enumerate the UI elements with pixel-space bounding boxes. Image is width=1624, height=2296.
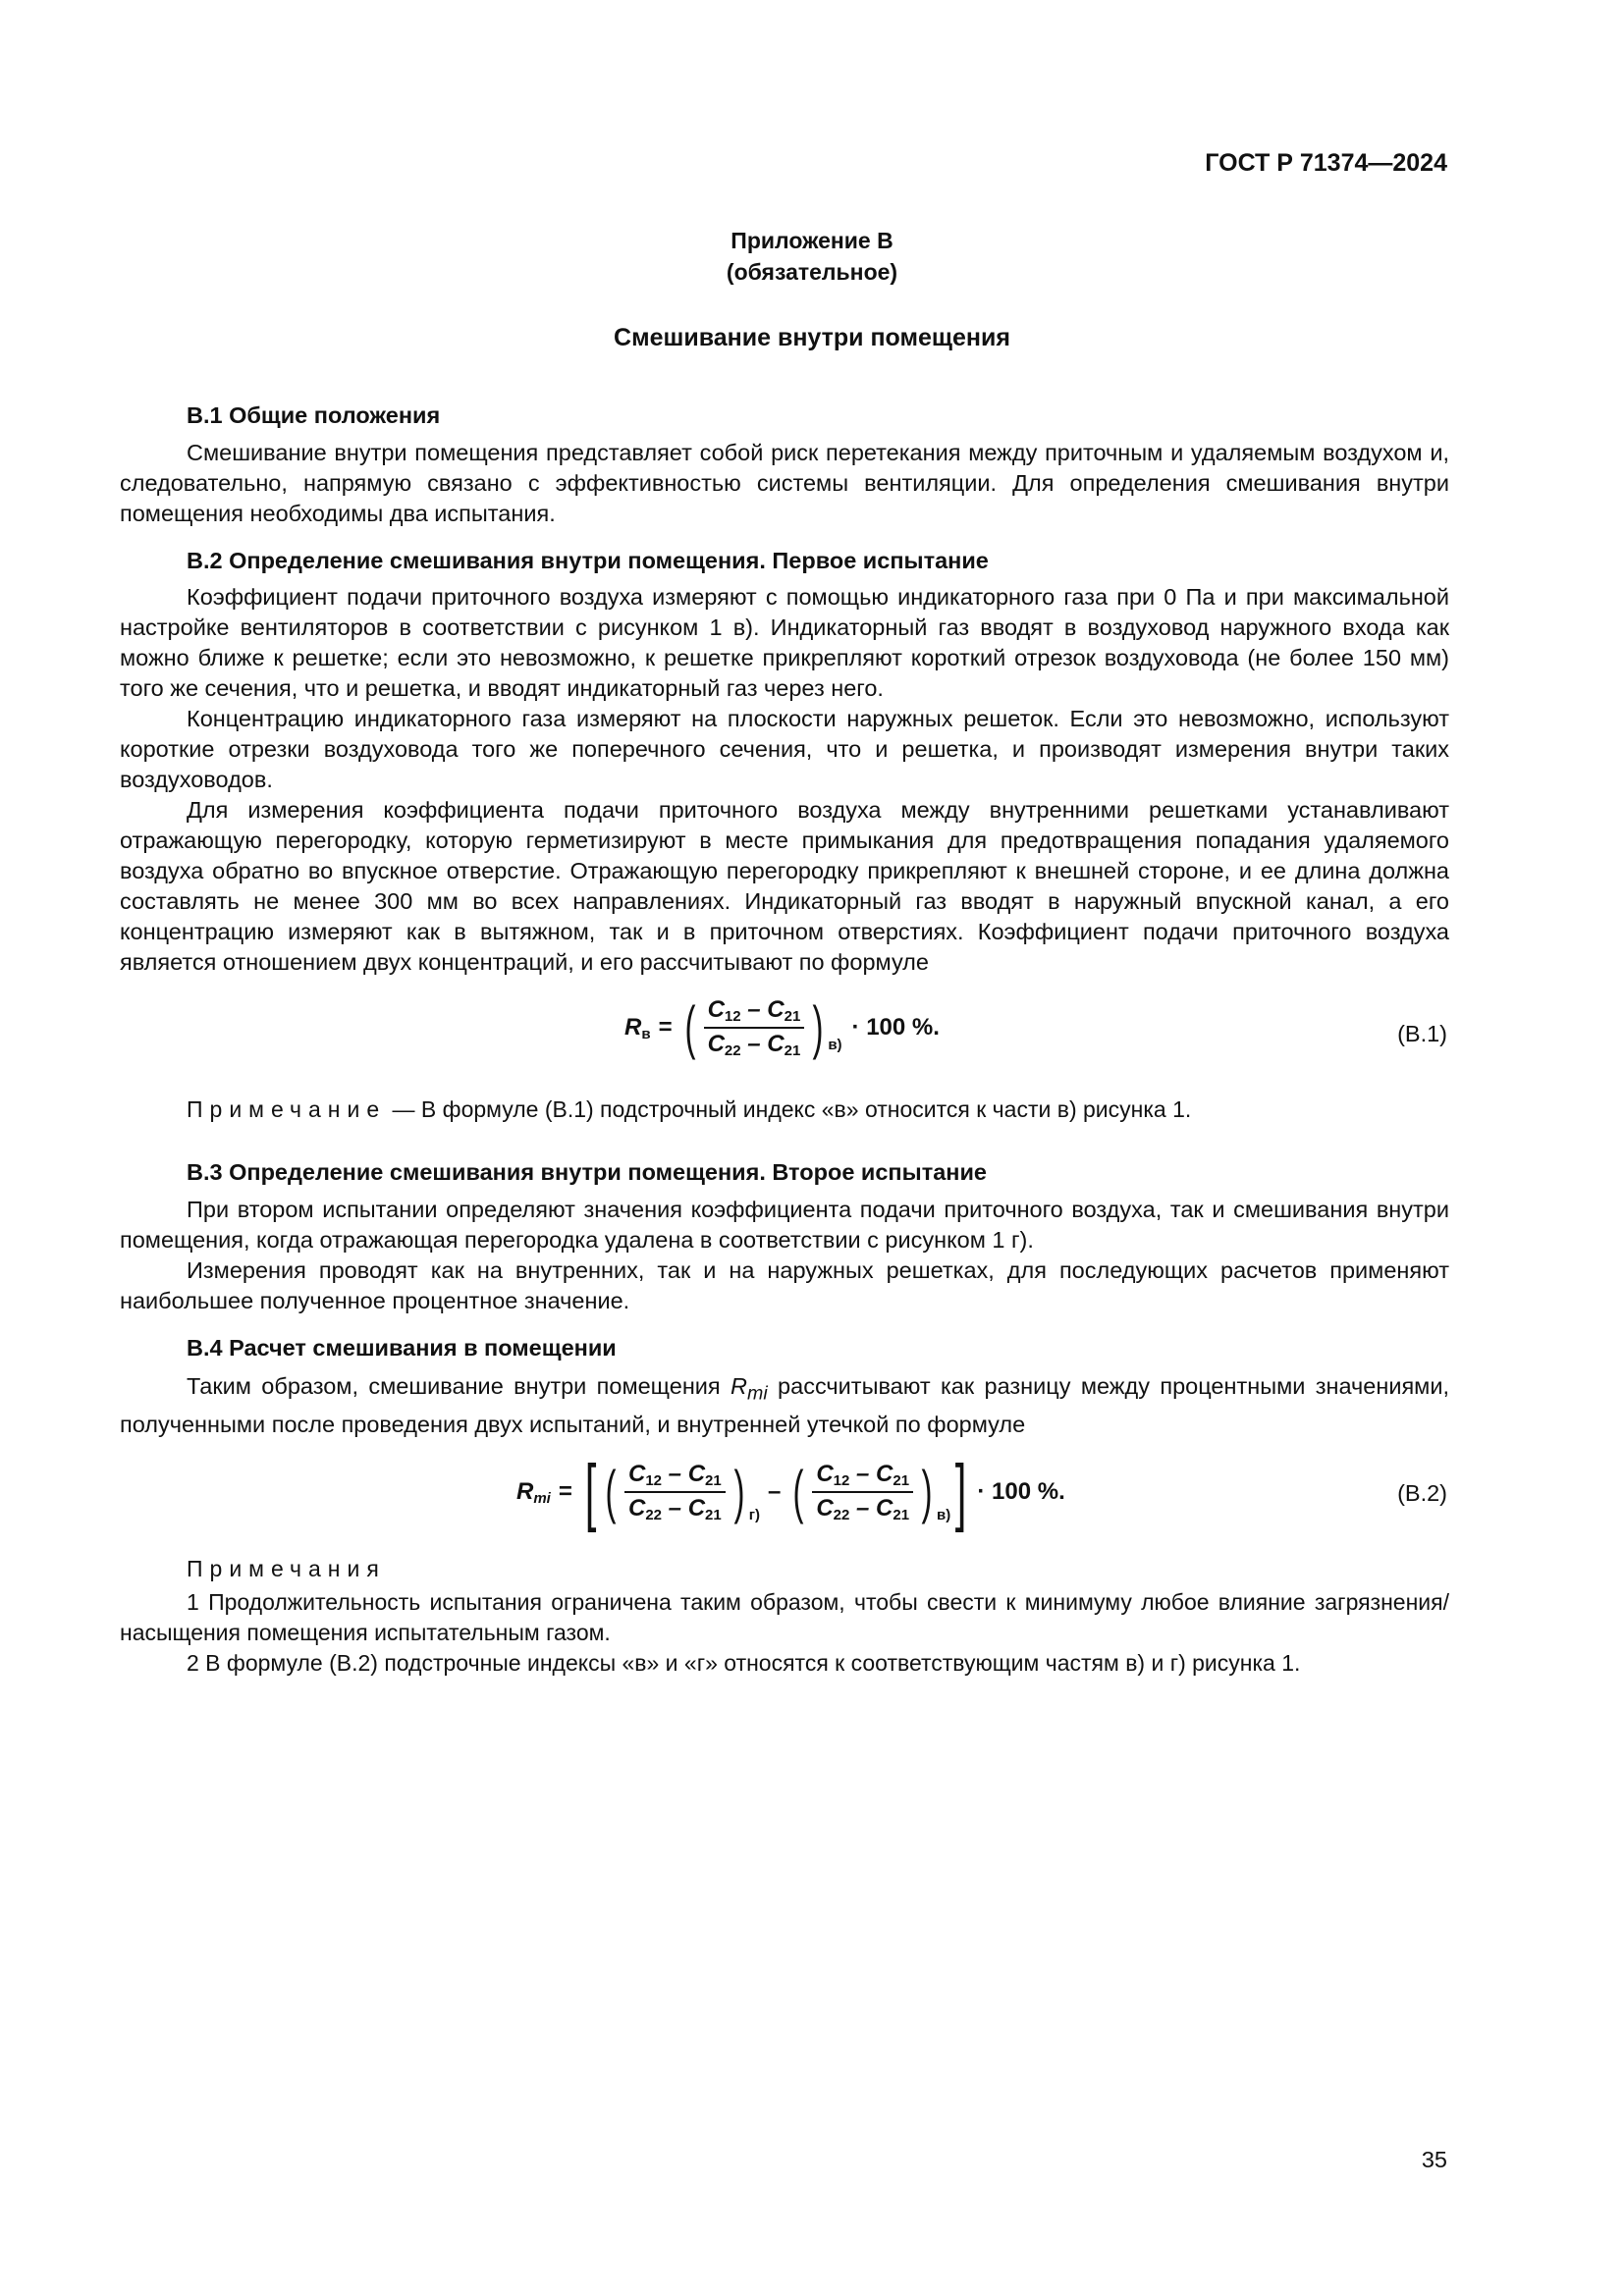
appendix-status: (обязательное) <box>726 259 898 285</box>
section-b3-heading: В.3 Определение смешивания внутри помещения. Второе испытание <box>187 1159 987 1185</box>
section-b4-note-2: 2 В формуле (В.2) подстрочные индексы «в» и «г» относятся к соответствующим частям в) и г) рисунка 1. <box>187 1650 1301 1676</box>
standard-id: ГОСТ Р 71374—2024 <box>1205 149 1447 177</box>
section-b1-heading: В.1 Общие положения <box>187 402 441 428</box>
section-b2-heading: В.2 Определение смешивания внутри помещения. Первое испытание <box>187 548 989 573</box>
formula-b2: $R_{mi}$ = [ ( $\frac{C_{12} - C_{21}}{C_{22} - C_{21}}$ ) г) – ( $\frac{C_{12} - C_{21}}{C_{22} - C_{21}}$ ) в) ] · 100 %. <box>516 1450 1065 1533</box>
section-b4-heading: В.4 Расчет смешивания в помещении <box>187 1335 617 1361</box>
page-number: 35 <box>1421 2147 1447 2172</box>
formula-b2-number: (В.2) <box>1397 1480 1447 1506</box>
section-b2-paragraph-3: Для измерения коэффициента подачи приточного воздуха между внутренними решетками устанавливают отражающую перегородку, которую герметизируют в месте примыкания для предотвращения попадания удаляемого воздуха обратно во впускное отверстие. Отражающую перегородку прикрепляют к внешней стороне, и ее длина должна составлять не менее 300 мм во всех направлениях. Индикаторный газ вводят в наружный впускной канал, а его концентрацию измеряют как в вытяжном, так и в приточном отверстиях. Коэффициент подачи приточного воздуха является отношением двух концентраций, и его рассчитывают по формуле <box>120 797 1449 975</box>
appendix-title: Смешивание внутри помещения <box>614 324 1010 351</box>
appendix-label: Приложение В <box>731 228 893 253</box>
formula-b1: $R_в$ = ( $\frac{C_{12} - C_{21}}{C_{22} - C_{21}}$ ) в) · 100 %. <box>624 994 940 1060</box>
section-b4-note-1: 1 Продолжительность испытания ограничена таким образом, чтобы свести к минимуму любое влияние загрязнения/насыщения помещения испытательным газом. <box>120 1589 1449 1645</box>
section-b2-note: Примечание — В формуле (В.1) подстрочный индекс «в» относится к части в) рисунка 1. <box>187 1096 1192 1122</box>
formula-b1-number: (В.1) <box>1397 1021 1447 1046</box>
section-b2-paragraph-2: Концентрацию индикаторного газа измеряют на плоскости наружных решеток. Если это невозможно, используют короткие отрезки воздуховода того же поперечного сечения, что и решетка, и производят измерения внутри таких воздуховодов. <box>120 706 1449 792</box>
section-b4-paragraph: Таким образом, смешивание внутри помещения $R_{mi}$ рассчитывают как разницу между процентными значениями, полученными после проведения двух испытаний, и внутренней утечкой по формуле <box>120 1373 1449 1437</box>
section-b3-paragraph-1: При втором испытании определяют значения коэффициента подачи приточного воздуха, так и смешивания внутри помещения, когда отражающая перегородка удалена в соответствии с рисунком 1 г). <box>120 1197 1449 1253</box>
section-b3-paragraph-2: Измерения проводят как на внутренних, так и на наружных решетках, для последующих расчетов применяют наибольшее полученное процентное значение. <box>120 1257 1449 1313</box>
section-b2-paragraph-1: Коэффициент подачи приточного воздуха измеряют с помощью индикаторного газа при 0 Па и при максимальной настройке вентиляторов в соответствии с рисунком 1 в). Индикаторный газ вводят в воздуховод наружного входа как можно ближе к решетке; если это невозможно, к решетке прикрепляют короткий отрезок воздуховода (не более 150 мм) того же сечения, что и решетка, и вводят индикаторный газ через него. <box>120 584 1449 701</box>
section-b1-paragraph: Смешивание внутри помещения представляет собой риск перетекания между приточным и удаляемым воздухом и, следовательно, напрямую связано с эффективностью системы вентиляции. Для определения смешивания внутри помещения необходимы два испытания. <box>120 440 1449 526</box>
section-b4-notes-label: Примечания <box>187 1556 386 1581</box>
